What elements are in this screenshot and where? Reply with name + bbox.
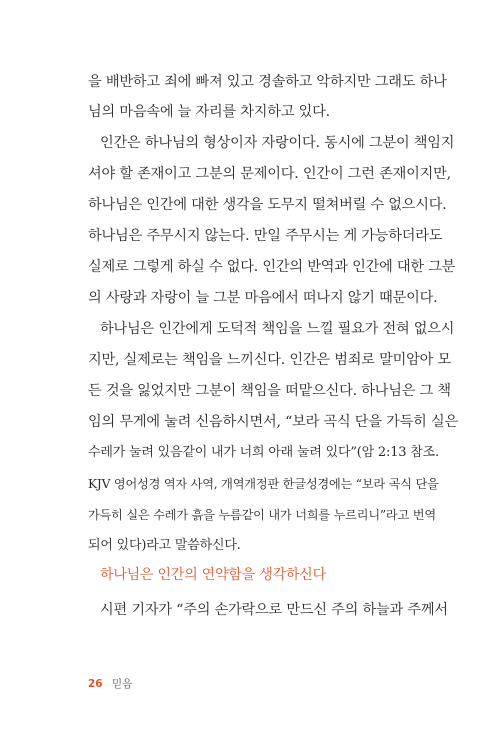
page-footer xyxy=(88,677,132,691)
body-line: 님의 마음속에 늘 자리를 차지하고 있다. xyxy=(88,104,330,120)
body-line: 하나님은 인간에게 도덕적 책임을 느낄 필요가 전혀 없으시 xyxy=(100,321,455,337)
body-line: 되어 있다)라고 말씀하신다. xyxy=(88,538,241,553)
body-line: 의 사랑과 자랑이 늘 그분 마음에서 떠나지 않기 때문이다. xyxy=(88,290,438,306)
body-line: 을 배반하고 죄에 빠져 있고 경솔하고 악하지만 그래도 하나 xyxy=(88,74,447,90)
page-number: 26 xyxy=(88,678,103,690)
body-line: 하나님은 인간에 대한 생각을 도무지 떨쳐버릴 수 없으시다. xyxy=(88,197,447,213)
body-line: 실제로 그렇게 하실 수 없다. 인간의 반역과 인간에 대한 그분 xyxy=(88,259,456,275)
body-line: KJV 영어성경 역자 사역, 개역개정판 한글성경에는 “보라 곡식 단을 xyxy=(88,477,439,491)
body-line: 가득히 실은 수레가 흙을 누름같이 내가 너희를 누르리니”라고 번역 xyxy=(88,508,436,522)
body-line: 하나님은 주무시지 않는다. 만일 주무시는 게 가능하더라도 xyxy=(88,228,443,244)
running-title: 믿음 xyxy=(111,678,133,690)
body-line: 인간은 하나님의 형상이자 자랑이다. 동시에 그분이 책임지 xyxy=(100,135,455,151)
section-first-line: 시편 기자가 “주의 손가락으로 만드신 주의 하늘과 주께서 xyxy=(100,602,448,618)
body-line: 수레가 눌려 있음같이 내가 너희 아래 눌려 있다”(암 2:13 참조. xyxy=(88,445,439,460)
body-line: 지만, 실제로는 책임을 느끼신다. 인간은 범죄로 말미암아 모 xyxy=(88,352,451,368)
body-line: 셔야 할 존재이고 그분의 문제이다. 인간이 그런 존재이지만, xyxy=(88,166,451,182)
body-line: 임의 무게에 눌려 신음하시면서, “보라 곡식 단을 가득히 실은 xyxy=(88,414,458,430)
section-heading: 하나님은 인간의 연약함을 생각하신다 xyxy=(100,567,326,583)
body-line: 든 것을 잃었지만 그분이 책임을 떠맡으신다. 하나님은 그 책 xyxy=(88,383,451,399)
